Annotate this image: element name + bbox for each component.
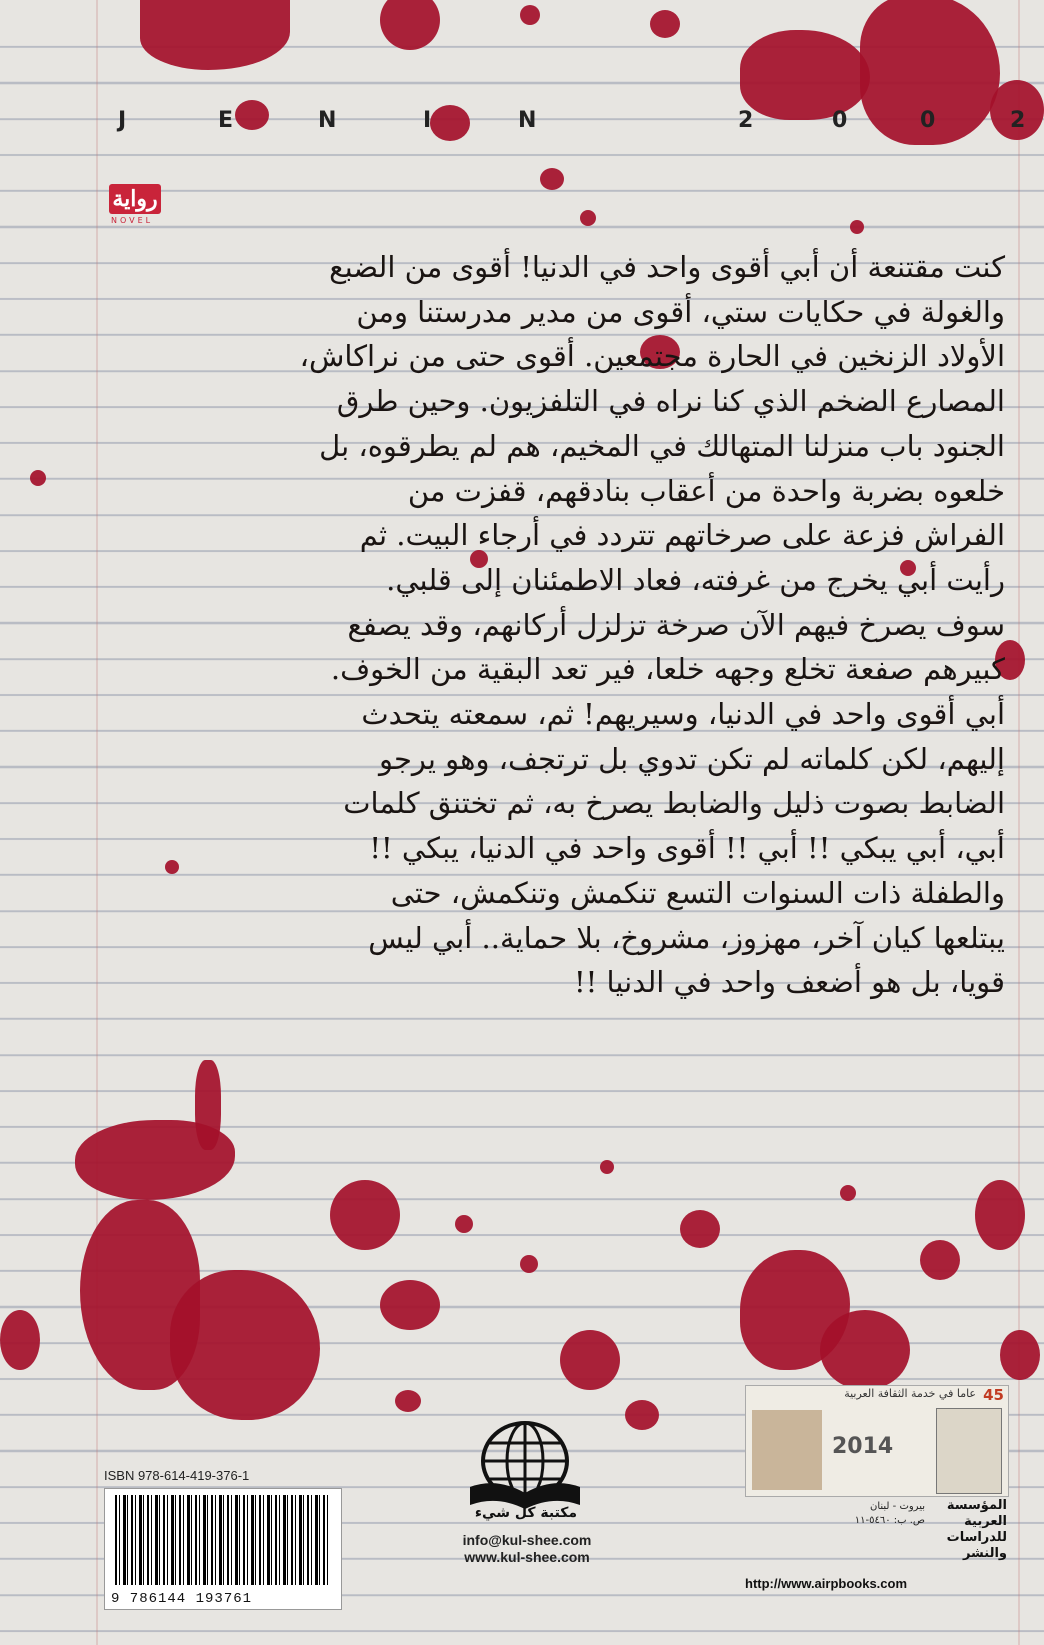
blurb-line: الفراش فزعة على صرخاتهم تتردد في أرجاء البيت. ثم — [359, 518, 1005, 553]
blurb-line: الأولاد الزنخين في الحارة مجتمعين. أقوى حتى من نراكاش، — [299, 339, 1005, 374]
blurb-line: قويا، بل هو أضعف واحد في الدنيا !! — [574, 965, 1005, 1000]
header-letter: 2 — [1010, 108, 1026, 133]
institution-name: المؤسسة العربية للدراسات والنشر — [946, 1498, 1007, 1561]
portrait-photo — [752, 1410, 822, 1490]
blurb-line: رأيت أبي يخرج من غرفته، فعاد الاطمئنان إلى قلبي. — [386, 562, 1005, 597]
barcode-digits: 9 786144 193761 — [111, 1591, 253, 1607]
stamp-number: 45 — [983, 1386, 1004, 1404]
anniversary-stamp — [745, 1385, 1009, 1497]
blurb-line: يبتلعها كيان آخر، مهزوز، مشروخ، بلا حماية.. أبي ليس — [368, 920, 1005, 955]
title-header — [110, 108, 1040, 138]
publisher-contact — [447, 1532, 607, 1566]
institution-address — [745, 1500, 925, 1528]
blurb-line: خلعوه بضربة واحدة من أعقاب بنادقهم، قفزت من — [407, 473, 1005, 508]
address-line: ص. ب: ٥٤٦٠-١١ — [854, 1515, 925, 1526]
blurb-line: كبيرهم صفعة تخلع وجهه خلعا، فير تعد البقية من الخوف. — [330, 652, 1005, 687]
publisher-website: www.kul-shee.com — [464, 1549, 590, 1565]
blurb-line: أبي أقوى واحد في الدنيا، وسيريهم! ثم، سمعته يتحدث — [361, 697, 1005, 732]
header-letter: 2 — [738, 108, 754, 133]
barcode-bars — [115, 1495, 329, 1585]
stamp-artwork — [936, 1408, 1002, 1494]
margin-line-left — [96, 0, 98, 1645]
header-letter: N — [318, 108, 337, 133]
institution-block — [745, 1498, 1007, 1598]
blurb-line: كنت مقتنعة أن أبي أقوى واحد في الدنيا! أقوى من الضبع — [329, 250, 1005, 284]
header-letter: I — [423, 108, 432, 133]
header-letter: 0 — [920, 108, 936, 133]
imprint-logo: رواية — [109, 184, 161, 214]
blurb-line: الضابط بصوت ذليل والضابط يصرخ به، ثم تختنق كلمات — [343, 786, 1005, 821]
barcode — [104, 1488, 342, 1610]
blurb-line: إليهم، لكن كلماته لم تكن تدوي بل ترتجف، وهو يرجو — [378, 741, 1005, 776]
blurb-text — [115, 245, 1005, 1005]
publisher-email: info@kul-shee.com — [462, 1532, 592, 1548]
blurb-line: الجنود باب منزلنا المتهالك في المخيم، هم لم يطرقوه، بل — [319, 428, 1005, 463]
blurb-line: والغولة في حكايات ستي، أقوى من مدير مدرستنا ومن — [356, 294, 1005, 329]
header-letter: E — [218, 108, 234, 133]
header-letter: J — [118, 108, 127, 133]
header-letter: N — [518, 108, 537, 133]
publisher-name: مكتبة كل شيء — [474, 1505, 578, 1521]
isbn-label: ISBN 978-614-419-376-1 — [104, 1468, 250, 1483]
imprint-logo-sub: NOVEL — [111, 216, 154, 225]
header-letter: 0 — [832, 108, 848, 133]
institution-url: http://www.airpbooks.com — [745, 1576, 908, 1591]
blurb-line: سوف يصرخ فيهم الآن صرخة تزلزل أركانهم، وقد يصفع — [347, 607, 1005, 642]
address-line: بيروت - لبنان — [870, 1501, 925, 1512]
blurb-line: أبي، أبي يبكي !! أبي !! أقوى واحد في الدنيا، يبكي !! — [369, 831, 1005, 866]
stamp-title: عاما في خدمة الثقافة العربية — [844, 1387, 976, 1400]
margin-line-right — [1018, 0, 1020, 1645]
blurb-line: المصارع الضخم الذي كنا نراه في التلفزيون. وحين طرق — [336, 384, 1005, 419]
blurb-line: والطفلة ذات السنوات التسع تنكمش وتنكمش، حتى — [390, 875, 1005, 910]
stamp-year: 2014 — [832, 1434, 894, 1459]
